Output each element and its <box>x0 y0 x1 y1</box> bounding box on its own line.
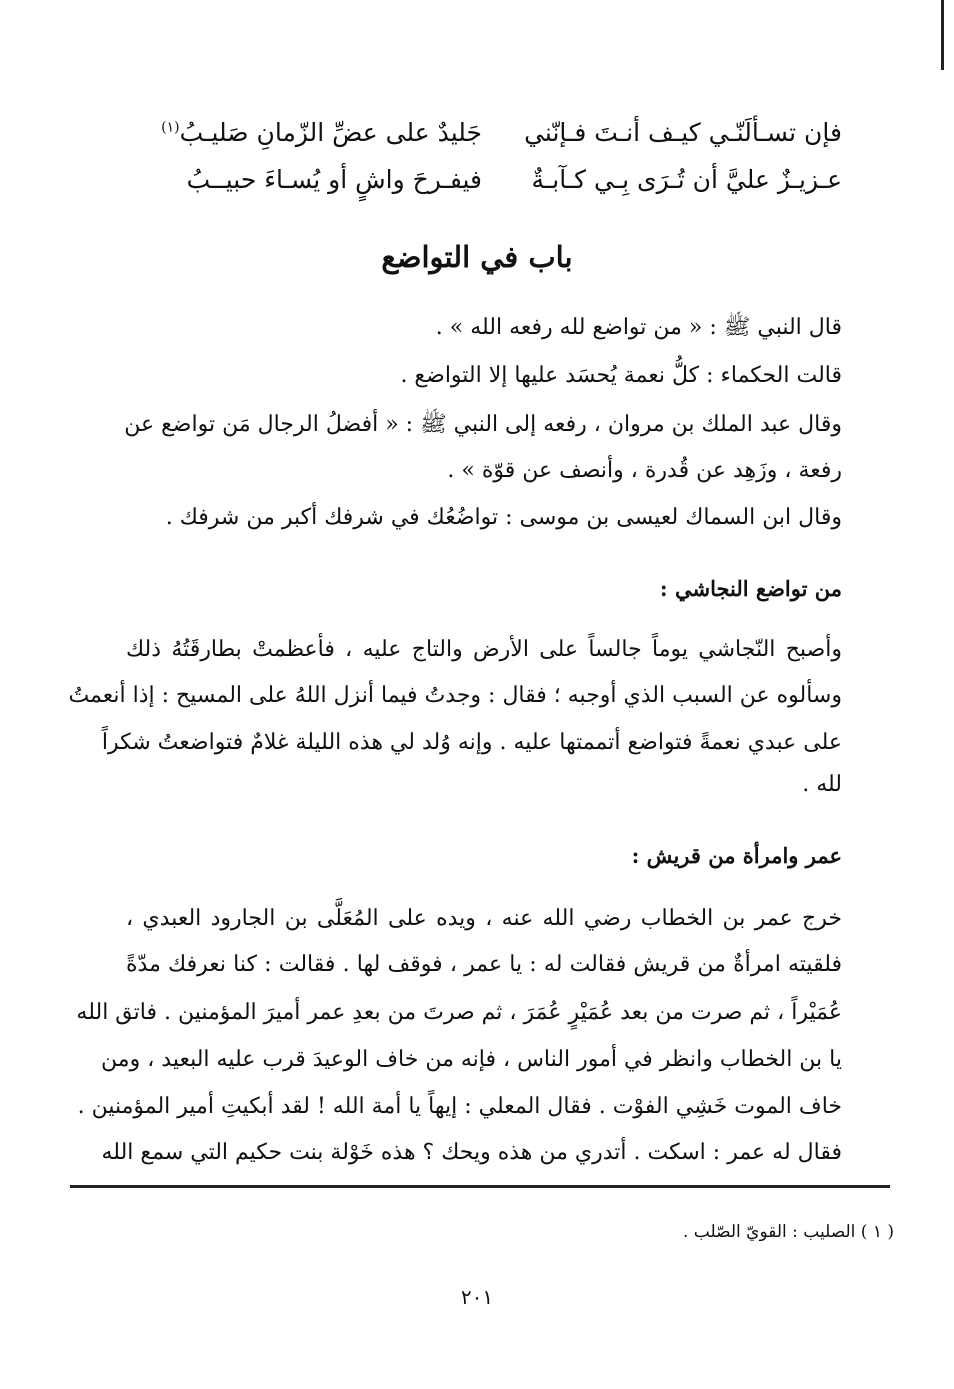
footnote: ( ١ ) الصليب : القويّ الصّلب . <box>682 1222 894 1242</box>
footnote-separator <box>70 1185 890 1188</box>
paragraph-line: قالت الحكماء : كلُّ نعمة يُحسَد عليها إلا التواضع . <box>400 363 842 388</box>
verse-2-first-hemistich: عـزيـزٌ عليَّ أن تُـرَى بِـي كـآبـةٌ <box>531 165 842 194</box>
section-heading-umar: عمر وامرأة من قريش : <box>631 843 842 868</box>
footnote-reference: (١) <box>161 119 180 136</box>
verse-1-first-hemistich: فإن تسـألَنّـي كيـف أنـتَ فـإنّني <box>524 118 842 147</box>
paragraph-line: لله . <box>802 772 842 797</box>
chapter-title: باب في التواضع <box>381 240 573 274</box>
poem-verse-1 <box>142 118 842 147</box>
paragraph-line: وأصبح النّجاشي يوماً جالساً على الأرض والتاج عليه ، فأعظمتْ بطارقَتُهُ ذلك <box>126 637 842 662</box>
paragraph-line: عُمَيْراً ، ثم صرت من بعد عُمَيْرٍ عُمَرَ ، ثم صرتَ من بعدِ عمر أميرَ المؤمنين . فاتق الله <box>76 1000 842 1025</box>
verse-1-second-text: جَليدٌ على عضِّ الزّمانِ صَليـبُ <box>179 118 482 147</box>
section-heading-najashi: من تواضع النجاشي : <box>659 576 842 601</box>
paragraph-line: على عبدي نعمةً فتواضع أتممتها عليه . وإنه وُلد لي هذه الليلة غلامٌ فتواضعتُ شكراً <box>101 730 842 755</box>
paragraph-line: رفعة ، وزَهِد عن قُدرة ، وأنصف عن قوّة » . <box>447 458 842 483</box>
paragraph-line: فلقيته امرأةٌ من قريش فقالت له : يا عمر ، فوقف لها . فقالت : كنا نعرفك مدّةً <box>126 952 842 977</box>
paragraph-line: وقال ابن السماك لعيسى بن موسى : تواضُعُك في شرفك أكبر من شرفك . <box>165 505 842 530</box>
verse-2-second-hemistich: فيفـرحَ واشٍ أو يُسـاءَ حبيــبُ <box>186 165 482 194</box>
paragraph-line: وسألوه عن السبب الذي أوجبه ؛ فقال : وجدتُ فيما أنزل اللهُ على المسيح : إذا أنعمتُ <box>68 683 842 708</box>
page-edge-line <box>941 0 944 70</box>
verse-1-second-hemistich <box>161 118 482 147</box>
paragraph-line: وقال عبد الملك بن مروان ، رفعه إلى النبي ﷺ : « أفضلُ الرجال مَن تواضع عن <box>124 412 842 437</box>
poem-verse-2 <box>142 165 842 194</box>
paragraph-line: خاف الموت خَشِي الفوْت . فقال المعلي : إيهاً يا أمة الله ! لقد أبكيتِ أمير المؤمنين . <box>77 1094 842 1119</box>
paragraph-line: فقال له عمر : اسكت . أتدري من هذه ويحك ؟ هذه خَوْلة بنت حكيم التي سمع الله <box>101 1140 842 1165</box>
paragraph-line: خرج عمر بن الخطاب رضي الله عنه ، ويده على المُعَلَّى بن الجارود العبدي ، <box>126 906 842 931</box>
paragraph-line: قال النبي ﷺ : « من تواضع لله رفعه الله » . <box>435 315 842 340</box>
paragraph-line: يا بن الخطاب وانظر في أمور الناس ، فإنه من خاف الوعيدَ قرب عليه البعيد ، ومن <box>101 1047 842 1072</box>
page-number: ٢٠١ <box>460 1285 494 1309</box>
